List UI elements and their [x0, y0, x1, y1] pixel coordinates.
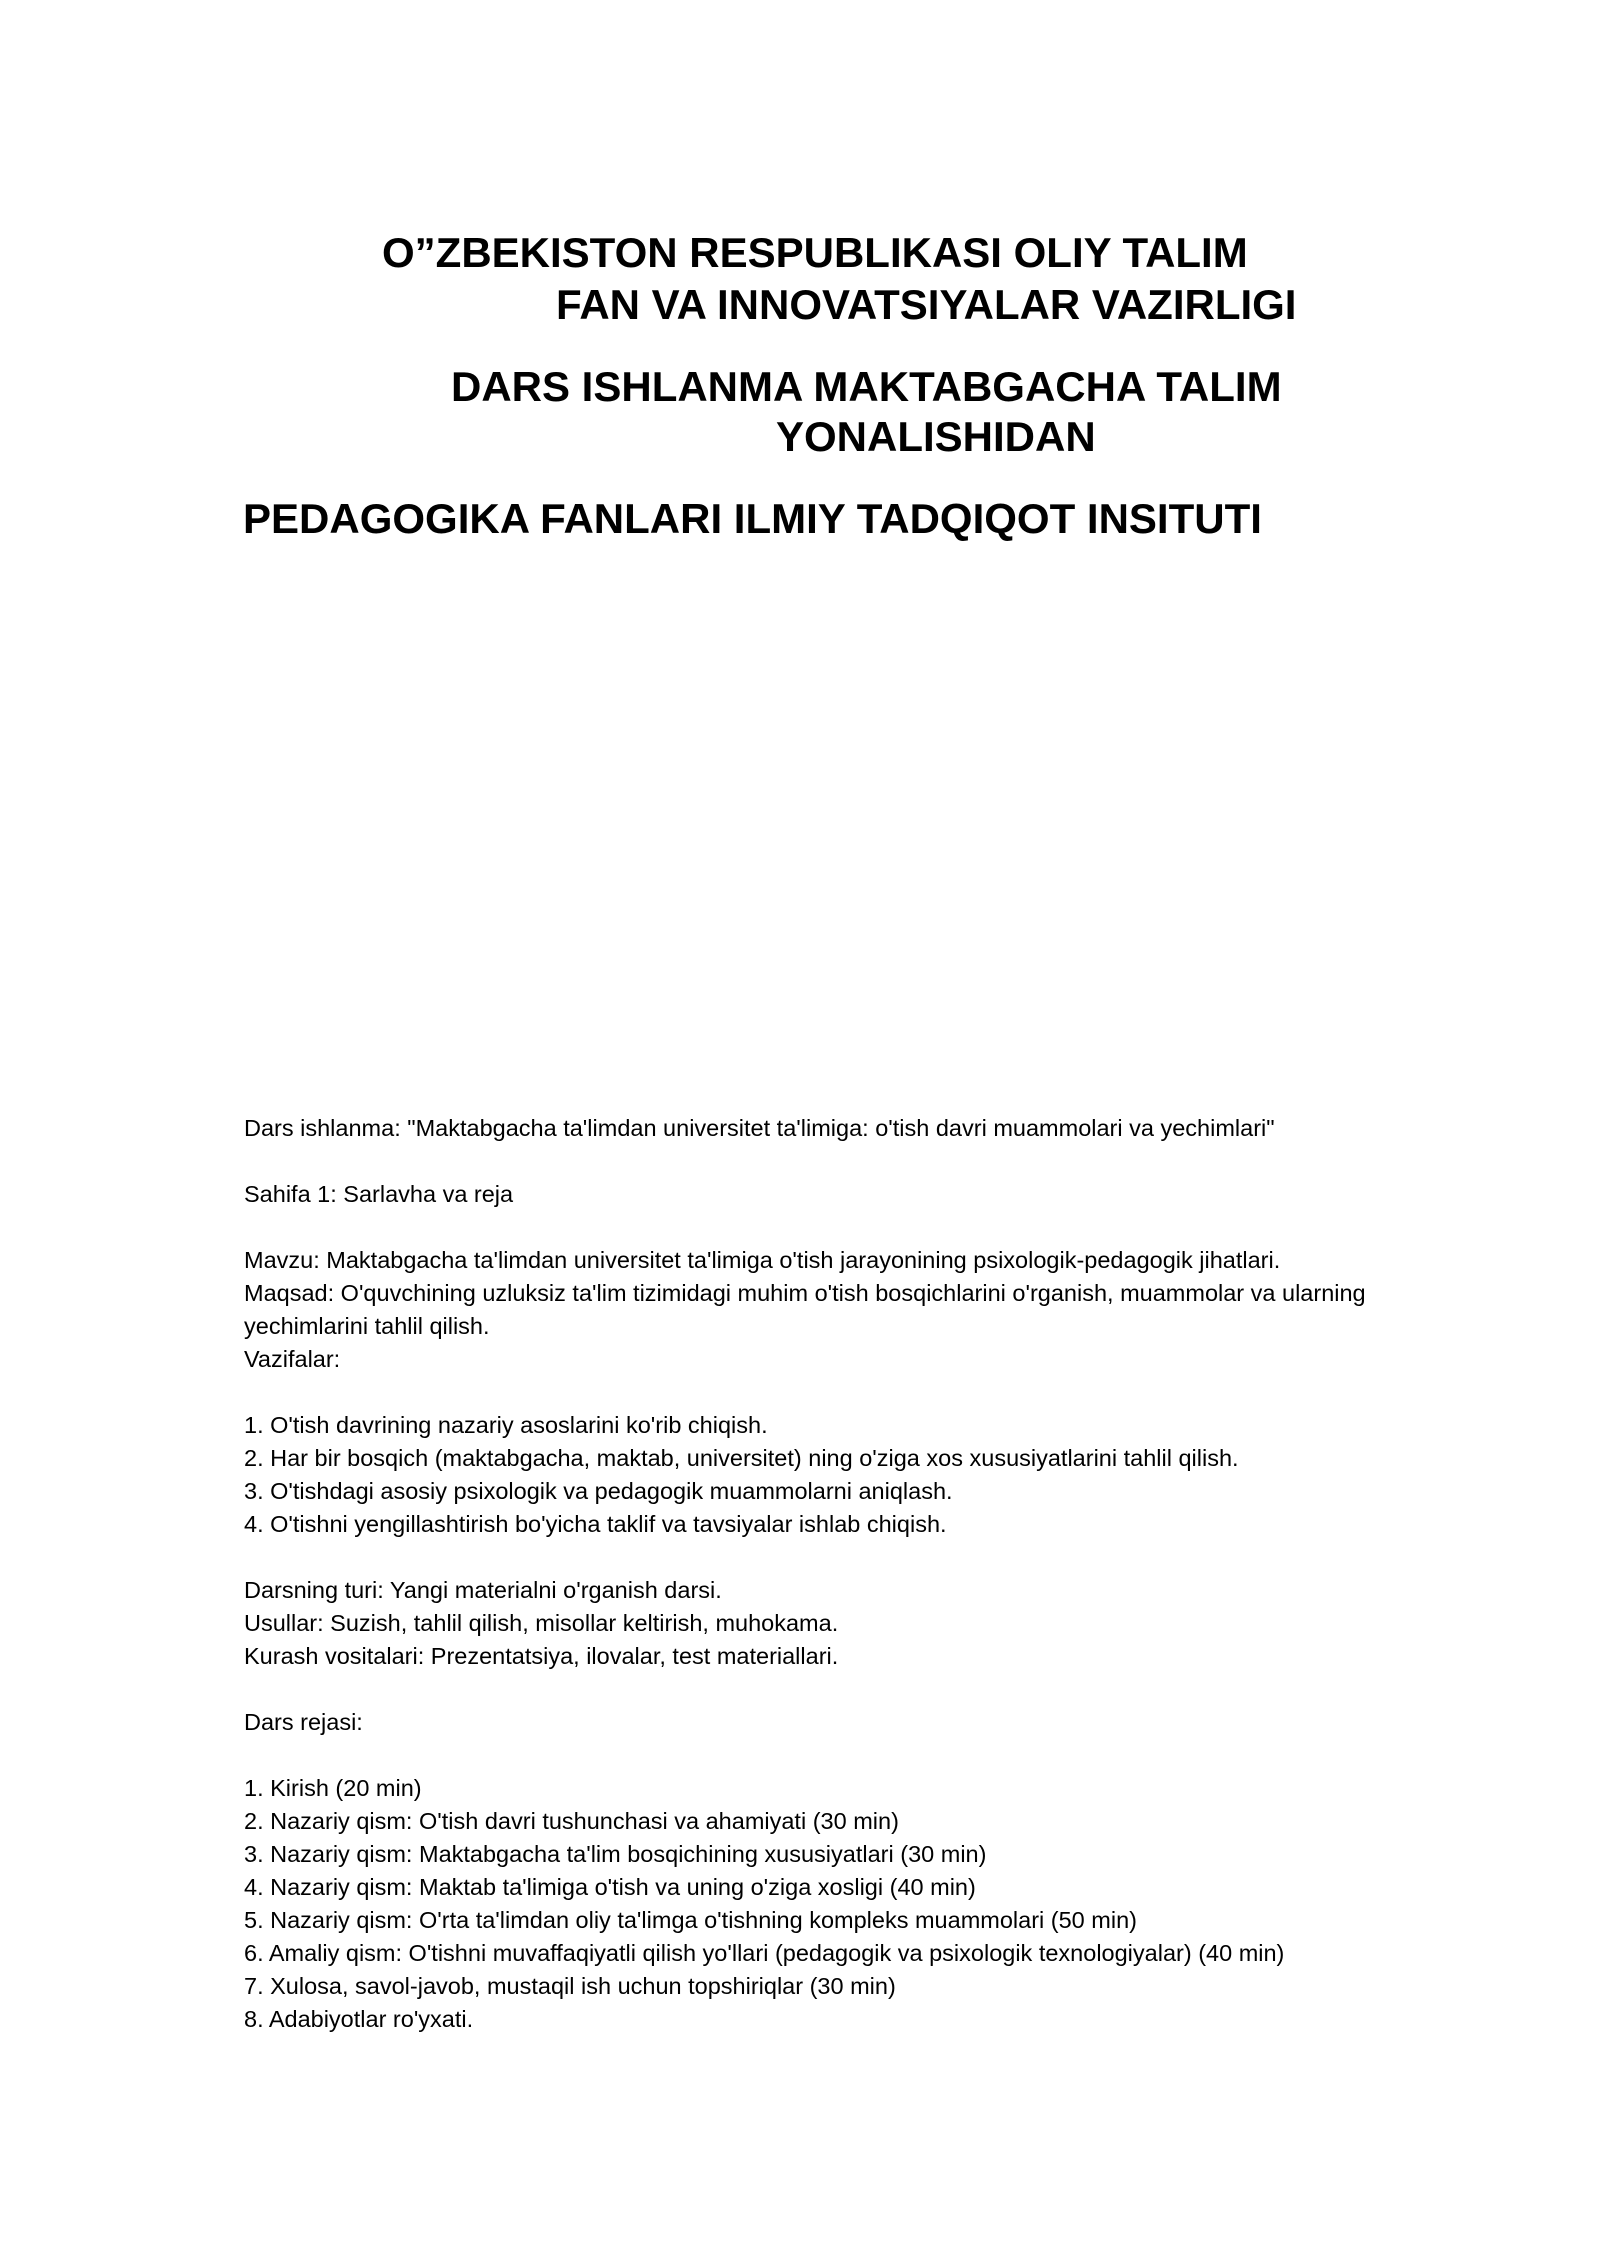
- vazifalar-list: [244, 1409, 1374, 1541]
- header-subject-line1: DARS ISHLANMA MAKTABGACHA TALIM: [451, 363, 1282, 410]
- header-subject-line2: YONALISHIDAN: [776, 413, 1096, 460]
- list-item: 2. Nazariy qism: O'tish davri tushunchasi va ahamiyati (30 min): [244, 1808, 899, 1834]
- usullar-text: Usullar: Suzish, tahlil qilish, misollar keltirish, muhokama.: [244, 1610, 839, 1636]
- list-item: 3. Nazariy qism: Maktabgacha ta'lim bosqichining xususiyatlari (30 min): [244, 1841, 987, 1867]
- list-item: 8. Adabiyotlar ro'yxati.: [244, 2006, 474, 2032]
- reja-list: [244, 1772, 1374, 2036]
- header-ministry-line2: FAN VA INNOVATSIYALAR VAZIRLIGI: [556, 281, 1297, 328]
- header-ministry-line1: O”ZBEKISTON RESPUBLIKASI OLIY TALIM: [382, 229, 1248, 276]
- list-item: 6. Amaliy qism: O'tishni muvaffaqiyatli qilish yo'llari (pedagogik va psixologik texnologiyalar) (40 min): [244, 1940, 1285, 1966]
- list-item: 5. Nazariy qism: O'rta ta'limdan oliy ta'limga o'tishning kompleks muammolari (50 min): [244, 1907, 1137, 1933]
- kurash-text: Kurash vositalari: Prezentatsiya, ilovalar, test materiallari.: [244, 1643, 839, 1669]
- reja-label: Dars rejasi:: [244, 1709, 363, 1735]
- page-label: Sahifa 1: Sarlavha va reja: [244, 1181, 514, 1207]
- list-item: 4. O'tishni yengillashtirish bo'yicha taklif va tavsiyalar ishlab chiqish.: [244, 1511, 947, 1537]
- header-institute: PEDAGOGIKA FANLARI ILMIY TADQIQOT INSITUTI: [243, 495, 1262, 542]
- list-item: 7. Xulosa, savol-javob, mustaqil ish uchun topshiriqlar (30 min): [244, 1973, 896, 1999]
- list-item: 3. O'tishdagi asosiy psixologik va pedagogik muammolarni aniqlash.: [244, 1478, 953, 1504]
- darsning-turi-text: Darsning turi: Yangi materialni o'rganish darsi.: [244, 1577, 722, 1603]
- lesson-overview: [244, 1244, 1374, 1376]
- list-item: 1. O'tish davrining nazariy asoslarini ko'rib chiqish.: [244, 1412, 768, 1438]
- list-item: 2. Har bir bosqich (maktabgacha, maktab, universitet) ning o'ziga xos xususiyatlarini tahlil qilish.: [244, 1445, 1239, 1471]
- lesson-title: Dars ishlanma: "Maktabgacha ta'limdan universitet ta'limiga: o'tish davri muammolari va yechimlari": [244, 1115, 1275, 1141]
- lesson-details: [244, 1574, 1374, 1673]
- list-item: 1. Kirish (20 min): [244, 1775, 422, 1801]
- vazifalar-label: Vazifalar:: [244, 1346, 341, 1372]
- maqsad-text: Maqsad: O'quvchining uzluksiz ta'lim tizimidagi muhim o'tish bosqichlarini o'rganish, muammolar va ularning yechimlarini tahlil qilish.: [244, 1280, 1366, 1339]
- mavzu-text: Mavzu: Maktabgacha ta'limdan universitet ta'limiga o'tish jarayonining psixologik-pedagogik jihatlari.: [244, 1247, 1281, 1273]
- list-item: 4. Nazariy qism: Maktab ta'limiga o'tish va uning o'ziga xosligi (40 min): [244, 1874, 976, 1900]
